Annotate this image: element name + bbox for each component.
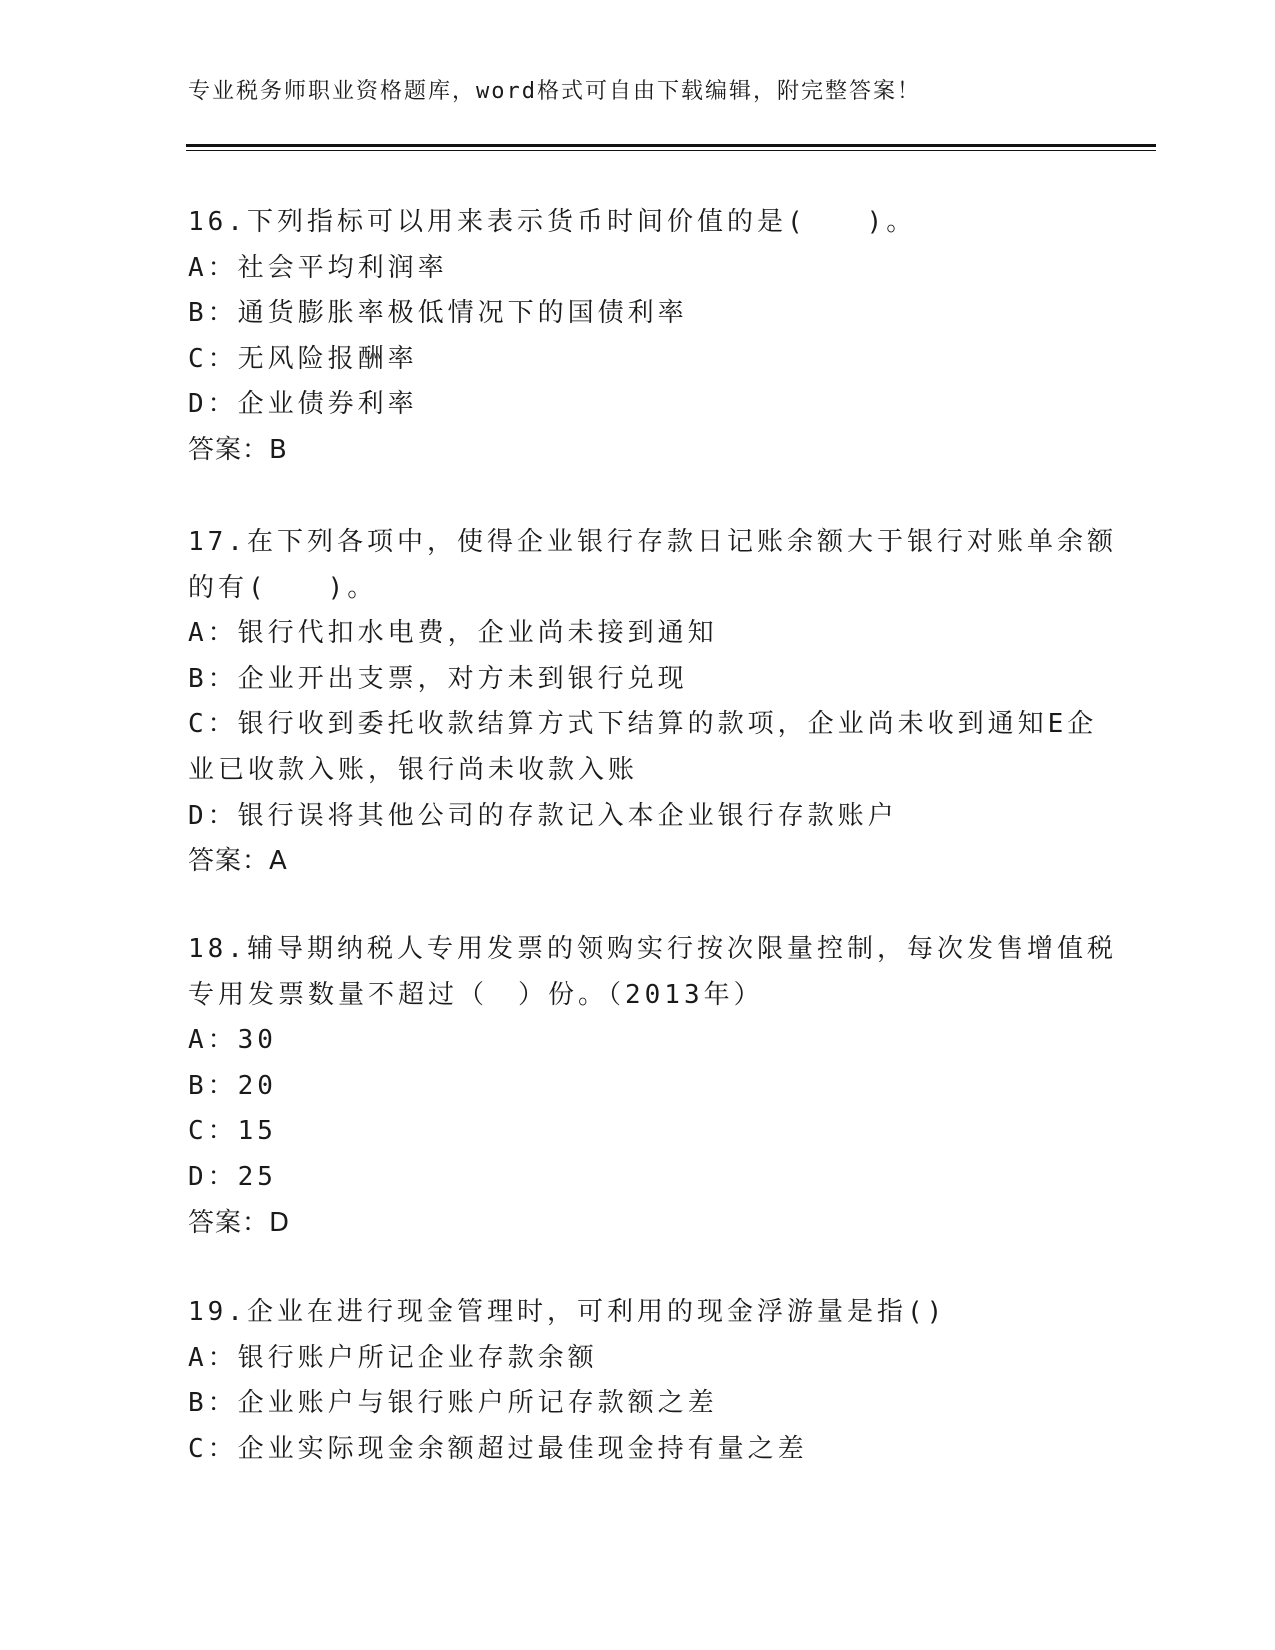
option-d: D：银行误将其他公司的存款记入本企业银行存款账户 — [188, 800, 898, 831]
option-c: C：无风险报酬率 — [188, 343, 418, 374]
option-c: C：15 — [188, 1116, 277, 1147]
answer-line: 答案：A — [188, 846, 288, 877]
question-stem-continued: 的有( )。 — [188, 572, 378, 603]
question-16 — [188, 200, 1088, 474]
answer-line: 答案：D — [188, 1207, 291, 1238]
option-a: A：社会平均利润率 — [188, 252, 448, 283]
question-stem: 17.在下列各项中，使得企业银行存款日记账余额大于银行对账单余额 — [188, 527, 1117, 557]
question-18 — [188, 927, 1117, 1246]
header-divider-thick — [186, 144, 1156, 147]
question-19 — [188, 1290, 1088, 1472]
question-stem: 16.下列指标可以用来表示货币时间价值的是( )。 — [188, 207, 917, 237]
option-b: B：20 — [188, 1070, 277, 1101]
question-stem: 19.企业在进行现金管理时，可利用的现金浮游量是指() — [188, 1297, 947, 1327]
option-a: A：银行账户所记企业存款余额 — [188, 1342, 598, 1373]
option-d: D：企业债券利率 — [188, 389, 418, 420]
option-b: B：通货膨胀率极低情况下的国债利率 — [188, 298, 688, 329]
answer-line: 答案：B — [188, 434, 288, 465]
option-c-continued: 业已收款入账，银行尚未收款入账 — [188, 754, 639, 785]
question-stem: 18.辅导期纳税人专用发票的领购实行按次限量控制，每次发售增值税 — [188, 934, 1117, 964]
option-d: D：25 — [188, 1161, 277, 1192]
option-c: C：企业实际现金余额超过最佳现金持有量之差 — [188, 1433, 808, 1464]
option-b: B：企业账户与银行账户所记存款额之差 — [188, 1388, 718, 1419]
option-a: A：30 — [188, 1025, 277, 1056]
question-stem-continued: 专用发票数量不超过（ ）份。（2013年） — [188, 979, 764, 1010]
option-a: A：银行代扣水电费，企业尚未接到通知 — [188, 618, 718, 649]
header-divider-thin — [186, 150, 1156, 151]
document-header: 专业税务师职业资格题库，word格式可自由下载编辑，附完整答案！ — [188, 79, 921, 104]
option-b: B：企业开出支票，对方未到银行兑现 — [188, 663, 688, 694]
option-c: C：银行收到委托收款结算方式下结算的款项，企业尚未收到通知E企 — [188, 709, 1098, 740]
question-17 — [188, 520, 1117, 885]
